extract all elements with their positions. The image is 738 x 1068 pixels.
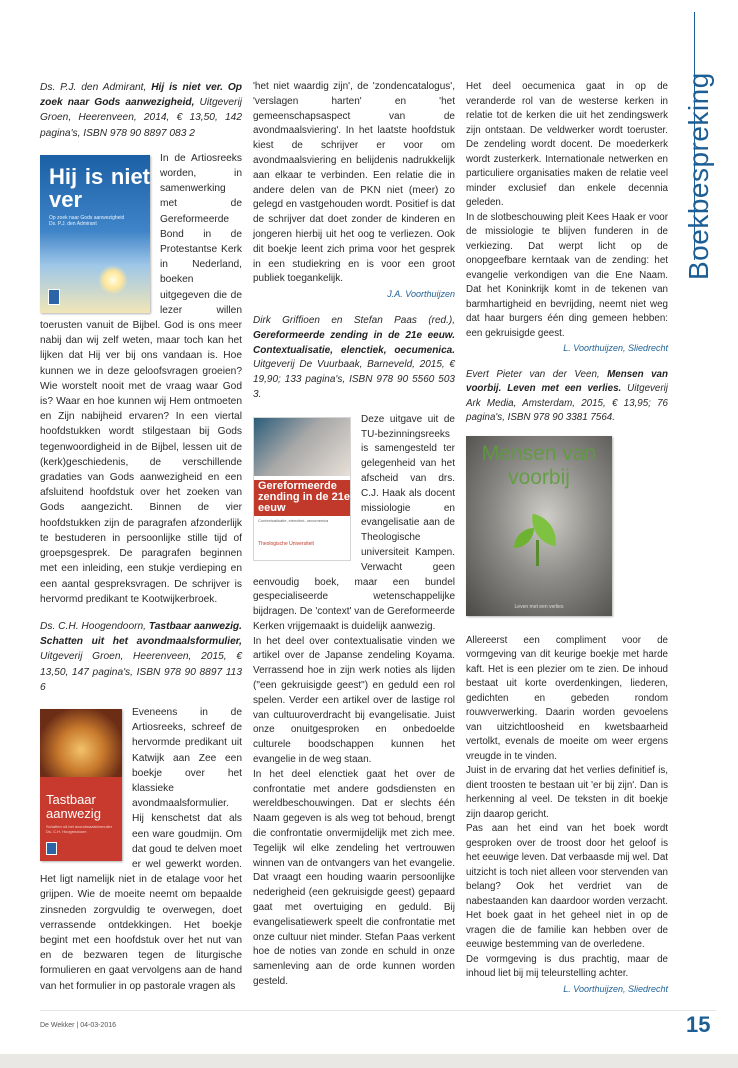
stem-graphic — [536, 540, 539, 566]
cover-title: Tastbaar aanwezig — [46, 791, 101, 821]
review-3-part-1: Deze uitgave uit de TU-bezinningsreeks is samengesteld ter gelegenheid van het afscheid van drs. C.J. Haak als docent missiologie en evangelisatie aan de Theologische universiteit Kampen. Verwacht geen eenvoudig boek, maar een bundel gespecialiseerde wetenschappelijke bijdragen. De 'context' van de Gereformeerde Kerken vrijgemaakt is duidelijk aanwezig. — [253, 413, 455, 632]
review-4-header: Evert Pieter van der Veen, Mensen van voorbij. Leven met een verlies. Uitgeverij Ark Media, Amsterdam, 2015, € 13,95; 76 pagina's, ISBN 978 90 3381 7564. — [466, 368, 668, 423]
column-1 — [40, 80, 242, 994]
review-3-header: Dirk Griffioen en Stefan Paas (red.), Gereformeerde zending in de 21e eeuw. Contextualisatie, elenctiek, oecumenica. Uitgeverij De Vuurbaak, Barneveld, 2015, € 19,90; 133 pagina's, ISBN 978 90 5560 503 3. — [253, 314, 455, 400]
review-2-header: Ds. C.H. Hoogendoorn, Tastbaar aanwezig. Schatten uit het avondmaalsformulier, Uitgeverij Groen, Heerenveen, 2015, € 13,50, 147 pagina's, ISBN 978 90 8897 113 6 — [40, 620, 242, 693]
cover-subtitle: Contextualisatie, elenctiek, oecumenica — [258, 517, 329, 523]
review-2-body-start: Eveneens in de Artiosreeks, schreef de hervormde predikant uit Katwijk aan Zee een boekje over het klassieke avondmaalsformulier. Hij kenschetst dat als een ware goudmijn. Om dat goud te delven moet er wel gewerkt worden. Het ligt namelijk niet in de etalage voor het grijpen. Wie de moeite neemt om bepaalde zinsneden zorgvuldig te overwegen, doet verrassende ontdekkingen. Het boekje begint met een hoofdstuk over het nut van en de bezwaren tegen de liturgische formulieren en gaat vervolgens aan de hand van het formulier in op pastorale vragen als — [40, 706, 242, 992]
publisher-logo: Theologische Universiteit — [258, 540, 314, 547]
review-2-title: Tastbaar aanwezig. Schatten uit het avondmaalsformulier, — [40, 620, 242, 648]
review-3-signature: L. Voorthuijzen, Sliedrecht — [563, 343, 668, 353]
publication-footer: De Wekker | 04-03-2016 — [40, 1022, 117, 1029]
review-3-part-3: In het deel elenctiek gaat het over de confrontatie met andere godsdiensten en wereldbeschouwingen. Dat er slechts één Naam gegeven is als weg tot behoud, brengt die confrontatie onvermijdelijk met zich mee. Tegelijk wil elke zendeling het vertrouwen winnen van de ontvangers van het evangelie. Dat vraagt een houding waarin persoonlijke nederigheid (een gekruisigde geest) gepaard gaat met overtuiging en geduld. Bij evangelisatiewerk speelt die confrontatie met onze cultuur niet minder. Stefan Paas verkent hoe de noties van zonde en schuld in onze samenleving aan de orde kunnen worden gesteld. — [253, 768, 455, 988]
review-1-title: Hij is niet ver. Op zoek naar Gods aanwezigheid, — [40, 82, 242, 109]
review-4-part-2: Juist in de ervaring dat het verlies definitief is, dient troosten te bestaan uit 'er bij zijn'. Dan is herkenning al veel. De teksten in dit boekje zijn daarop gericht. — [466, 765, 668, 820]
cover-photo — [254, 418, 350, 476]
cover-title: Gereformeerde zending in de 21e eeuw — [258, 479, 350, 514]
magazine-page: Ds. P.J. den Admirant, Hij is niet ver. Op zoek naar Gods aanwezigheid, Uitgeverij Groen, Heerenveen, 2014, € 13,50, 142 pagina's, ISBN 978 90 8897 083 2 Hij is niet ver Op zoek naar Gods aanwezigheid Ds. P.J. den Admirant In de Artiosreeks worden, in samenwerking met de Gereformeerde Bond in de Protestantse Kerk in Nederland, boeken uitgegeven die de lezer willen toerusten vanuit de Bijbel. God is ons meer nabij dan wij zelf weten, maar toch kan het lijken dat Hij ver bij ons vandaan is. Hoe kunnen we in deze geloofsvragen groeien? Wie worstelt nooit met de vraag waar God is? Waar en hoe kunnen wij Hem ontmoeten en Zijn nabijheid ervaren? In een viertal hoofdstukken wordt stilgestaan bij Gods tegenwoordigheid in de Bijbel, lessen uit de (kerk)geschiedenis, de verschillende gradaties van Gods aanwezigheid en een afsluitend hoofdstuk over het zoeken van Gods aangezicht. Binnen de vier hoofdstukken zijn de paragrafen afzonderlijk te bestuderen in persoonlijke stille tijd of groepsgesprek. De paragrafen beginnen met een inleiding, een stukje verdieping en een aantal gespreksvragen. De schrijver is hervormd predikant te Kootwijkerbroek. Ds. C.H. Hoogendoorn, Tastbaar aanwezig. Schatten uit het avondmaalsformulier, Uitgeverij Groen, Heerenveen, 2015, € 13,50, 147 pagina's, ISBN 978 90 8897 113 6 Tastbaar aanwezig Schatten uit het avondmaalsformulier Ds. C.H. Hoogendoorn Eveneens in de Artiosreeks, schreef de hervormde predikant uit Katwijk aan Zee een boekje over het klassieke avondmaalsformulier. Hij kenschetst dat als een ware goudmijn. Om dat goud te delven moet er wel gewerkt worden. Het ligt namelijk niet in de etalage voor het grijpen. Wie de moeite neemt om bepaalde zinsneden zorgvuldig te overwegen, doet verrassende ontdekkingen. Het boekje begint met een hoofdstuk over het nut van en de bezwaren tegen de liturgische formulieren en gaat vervolgens aan de hand van het formulier in op pastorale vragen als Het deel oecumenica gaat in op de veranderde rol van de westerse kerken in relatie tot de kerken die uit het zendingswerk zijn ontstaan. De veldwerker wordt toeruster. De zendeling wordt docent. De moederkerk wordt zusterkerk. Internationale netwerken en particuliere organisaties maken de relatie veel minder exclusief dan enkele decennia geleden. In de slotbeschouwing pleit Kees Haak er voor de missiologie te blijven funderen in de verkiezing. Dat werpt licht op de onopgeefbare kerntaak van de zending: het evangelie verkondigen van die Ene Naam. Dat het Koninkrijk komt in de tekenen van barmhartigheid en bevrijding, neemt niet weg dat haar burgers één ding gemeen hebben: een gekruisigde geest. L. Voorthuijzen, Sliedrecht Evert Pieter van der Veen, Mensen van voorbij. Leven met een verlies. Uitgeverij Ark Media, Amsterdam, 2015, € 13,95; 76 pagina's, ISBN 978 90 3381 7564. Mensen van voorbij Leven met een verlies Allereerst een compliment voor de vormgeving van dit keurige boekje met harde kaft. Het is een plezier om te zien. De inhoud bestaat uit korte overdenkingen, liederen, gedichten en gebeden rondom rouwverwerking. Daarin worden gevoelens van uitzichtloosheid en kwetsbaarheid vertolkt, evenals de moeite om weer ergens vreugde in te vinden. Juist in de ervaring dat het verlies definitief is, dient troosten te bestaan uit 'er bij zijn'. Dan is herkenning al veel. De teksten in dit boekje zijn daarop gericht. Pas aan het eind van het boek wordt gesproken over de troost door het geloof is het eeuwige leven. Dat verbaasde mij wel. Dat uitzicht is toch niet alleen voor stervenden van belang? Ook het verdriet van de nabestaanden kan daardoor worden verzacht. Het boek gaat in het geheel niet in op de vragen die de familie kan hebben over de eeuwige bestemming van de overledene. De vormgeving is dus prachtig, maar de inhoud liet bij mij teleurstelling achter. L. Voorthuijzen, Sliedrecht 'het niet waardig zijn', de 'zondencatalogus', 'verslagen harten' en 'het gemeenschapsaspect van de avondmaalsviering'. In het laatste hoofdstuk kiest de schrijver er voor om avondmaalsviering en belijdenis nadrukkelijk aan elkaar te verbinden. Een relatie die in andere delen van de PKN niet (meer) zo gelegd en vastgehouden wordt. Positief is dat de schrijver dat doet zonder de kinderen en jongeren hierbij uit het oog te verliezen. Ook dit boekje leent zich prima voor het gesprek in een studiekring en is voor een groot publiek toegankelijk. J.A. Voorthuijzen Dirk Griffioen en Stefan Paas (red.), Gereformeerde zending in de 21e eeuw. Contextualisatie, elenctiek, oecumenica. Uitgeverij De Vuurbaak, Barneveld, 2015, € 19,90; 133 pagina's, ISBN 978 90 5560 503 3. Gereformeerde zending in de 21e eeuw Contextualisatie, elenctiek, oecumenica Theologische Universiteit Deze uitgave uit de TU-bezinningsreeks is samengesteld ter gelegenheid van het afscheid van drs. C.J. Haak als docent missiologie en evangelisatie aan de Theologische universiteit Kampen. Verwacht geen eenvoudig boek, maar een bundel gespecialiseerde wetenschappelijke bijdragen. De 'context' van de Gereformeerde Kerken vrijgemaakt is duidelijk aanwezig. In het deel over contextualisatie vinden we artikel over de Japanse zendeling Koyama. Verrassend hoe in zijn werk noties als lijden ("een gekruisigde geest") en geduld een rol spelen. Verder een artikel over de lastige rol van cultuuroverdracht bij evangelisatie. Juist onze onuitgesproken en onbedoelde culturele boodschappen kunnen het evangelie in de weg staan. In het deel elenctiek gaat het over de confrontatie met andere godsdiensten en wereldbeschouwingen. Dat er slechts één Naam gegeven is als weg tot behoud, brengt die confrontatie onvermijdelijk met zich mee. Tegelijk wil elke zendeling het vertrouwen winnen van de ontvangers van het evangelie. Dat vraagt een houding waarin persoonlijke nederigheid (een gekruisigde geest) gepaard gaat met overtuiging en geduld. Bij evangelisatiewerk speelt die confrontatie met onze cultuur niet minder. Stefan Paas verkent hoe de noties van zonde en schuld in onze samenleving aan de orde kunnen worden gesteld. Boekbespreking De Wekker | 04-03-2016 15 — [0, 0, 738, 1068]
cover-title: Hij is niet ver — [49, 163, 150, 212]
review-2-body-continued: 'het niet waardig zijn', de 'zondencatalogus', 'verslagen harten' en 'het gemeenschapsaspect van de avondmaalsviering'. In het laatste hoofdstuk kiest de schrijver er voor om avondmaalsviering en belijdenis nadrukkelijk aan elkaar te verbinden. Een relatie die in andere delen van de PKN niet (meer) zo gelegd en vastgehouden wordt. Positief is dat de schrijver dat doet zonder de kinderen en jongeren hierbij uit het oog te verliezen. Ook dit boekje leent zich prima voor het gesprek in een studiekring en is voor een groot publiek toegankelijk. — [253, 81, 455, 285]
footer-rule — [40, 1010, 716, 1011]
bread-image — [40, 709, 122, 777]
review-3-part-4: Het deel oecumenica gaat in op de veranderde rol van de westerse kerken in relatie tot de kerken die uit het zendingswerk zijn ontstaan. De veldwerker wordt toeruster. De zendeling wordt docent. De moederkerk wordt zusterkerk. Internationale netwerken en particuliere organisaties maken de relatie veel minder exclusief dan enkele decennia geleden. — [466, 81, 668, 208]
book-cover-mensen-van-voorbij — [466, 436, 612, 616]
cover-title: Mensen van voorbij — [481, 441, 597, 489]
review-1-header: Ds. P.J. den Admirant, Hij is niet ver. Op zoek naar Gods aanwezigheid, Uitgeverij Groen, Heerenveen, 2014, € 13,50, 142 pagina's, ISBN 978 90 8897 083 2 — [40, 82, 242, 139]
review-4-part-1: Allereerst een compliment voor de vormgeving van dit keurige boekje met harde kaft. Het is een plezier om te zien. De inhoud bestaat uit korte overdenkingen, liederen, gedichten en gebeden rondom rouwverwerking. Daarin worden gevoelens van uitzichtloosheid en kwetsbaarheid vertolkt, evenals de moeite om weer ergens vreugde in te vinden. — [466, 634, 668, 762]
cover-subtitle: Leven met een verlies — [514, 603, 564, 610]
cover-subtitle: Op zoek naar Gods aanwezigheid Ds. P.J. den Admirant — [49, 214, 125, 227]
review-4-signature: L. Voorthuijzen, Sliedrecht — [563, 983, 668, 994]
series-logo — [46, 842, 57, 855]
column-3 — [466, 80, 668, 996]
review-4-part-4: De vormgeving is dus prachtig, maar de inhoud liet bij mij teleurstelling achter. — [466, 953, 668, 979]
review-1-body: In de Artiosreeks worden, in samenwerking met de Gereformeerde Bond in de Protestantse Kerk in Nederland, boeken uitgegeven die de lezer willen toerusten vanuit de Bijbel. God is ons meer nabij dan wij zelf weten, maar toch kan het lijken dat Hij ver bij ons vandaan is. Hoe kunnen we in deze geloofsvragen groeien? Wie worstelt nooit met de vraag waar God is? Waar en hoe kunnen wij Hem ontmoeten en Zijn nabijheid ervaren? In een viertal hoofdstukken wordt stilgestaan bij Gods tegenwoordigheid in de Bijbel, lessen uit de (kerk)geschiedenis, de verschillende gradaties van Gods aanwezigheid en een afsluitend hoofdstuk over het zoeken van Gods aangezicht. Binnen de vier hoofdstukken zijn de paragrafen afzonderlijk te bestuderen in persoonlijke stille tijd of groepsgesprek. De paragrafen beginnen met een inleiding, een stukje verdieping en een aantal gespreksvragen. De schrijver is hervormd predikant te Kootwijkerbroek. — [40, 152, 242, 605]
review-3-part-2: In het deel over contextualisatie vinden we artikel over de Japanse zendeling Koyama. Verrassend hoe in zijn werk noties als lijden ("een gekruisigde geest") en geduld een rol spelen. Verder een artikel over de lastige rol van cultuuroverdracht bij evangelisatie. Juist onze onuitgesproken en onbedoelde culturele boodschappen kunnen het evangelie in de weg staan. — [253, 635, 455, 766]
review-3-title: Gereformeerde zending in de 21e eeuw. Contextualisatie, elenctiek, oecumenica. — [253, 329, 455, 356]
book-cover-tastbaar-aanwezig — [40, 709, 122, 861]
cover-subtitle: Schatten uit het avondmaalsformulier Ds. C.H. Hoogendoorn — [46, 823, 113, 834]
sun-graphic — [98, 265, 128, 295]
series-logo — [48, 289, 60, 305]
review-2-signature-visible: J.A. Voorthuijzen — [387, 289, 455, 300]
leaf-graphic-2 — [514, 528, 534, 548]
review-3-part-5: In de slotbeschouwing pleit Kees Haak er voor de missiologie te blijven funderen in de verkiezing. Dat werpt licht op de onopgeefbare kerntaak van de zending: het evangelie verkondigen van die Ene Naam. Dat het Koninkrijk komt in de tekenen van barmhartigheid en bevrijding, neemt niet weg dat haar burgers één ding gemeen hebben: een gekruisigde geest. — [466, 211, 668, 339]
column-2-content — [253, 80, 455, 990]
book-cover-hij-is-niet-ver — [40, 155, 150, 313]
page-number: 15 — [686, 1012, 711, 1037]
review-4-part-3: Pas aan het eind van het boek wordt gesproken over de troost door het geloof is het eeuwige leven. Dat verbaasde mij wel. Dat uitzicht is toch niet alleen voor stervenden van belang? Ook het verdriet van de nabestaanden kan daardoor worden verzacht. Het boek gaat in het geheel niet in op de vragen die de familie kan hebben over de eeuwige bestemming van de overledene. — [466, 823, 668, 950]
book-cover-gereformeerde-zending — [253, 417, 351, 561]
review-4-title: Mensen van voorbij. Leven met een verlies. — [466, 368, 668, 394]
bottom-strip — [0, 1054, 738, 1068]
